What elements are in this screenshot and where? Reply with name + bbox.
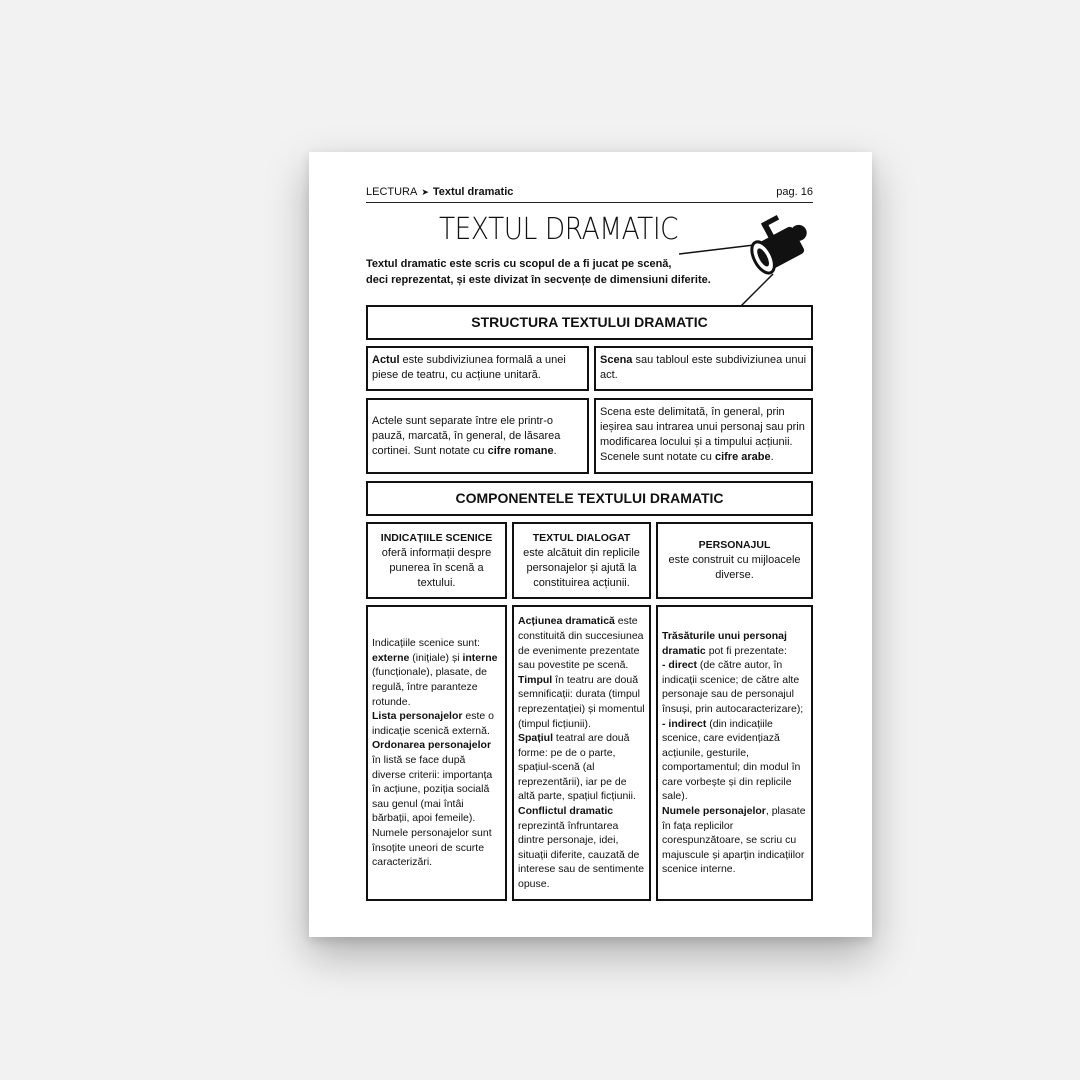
intro-line-1: Textul dramatic este scris cu scopul de a fi jucat pe scenă, bbox=[366, 258, 672, 270]
bold-term: externe bbox=[372, 651, 410, 664]
bold-term: - direct bbox=[662, 659, 698, 672]
page-header bbox=[366, 184, 813, 203]
bold-term: Acțiunea dramatică bbox=[518, 615, 615, 628]
scene-note bbox=[594, 398, 813, 474]
stage-directions-header bbox=[366, 522, 507, 599]
dialogue-header bbox=[512, 522, 651, 599]
breadcrumb bbox=[366, 184, 513, 200]
act-note bbox=[366, 398, 589, 474]
arrow-right-icon: ➤ bbox=[421, 187, 429, 197]
text-span: (de către autor, în indicații scenice; de către alte personaje sau de personajul însuși, prin autocaracterizare); bbox=[662, 659, 804, 715]
act-note-end: . bbox=[553, 444, 557, 457]
text-span: Indicațiile scenice sunt: bbox=[372, 637, 480, 650]
text-span: este o indicație scenică externă. bbox=[372, 710, 494, 737]
bold-term: Trăsăturile unui personaj dramatic bbox=[662, 629, 787, 657]
page-title: TEXTUL DRAMATIC bbox=[439, 212, 679, 247]
scene-term: Scena bbox=[600, 354, 633, 366]
character-header bbox=[656, 522, 813, 599]
page-number: pag. 16 bbox=[776, 186, 813, 198]
document-page bbox=[309, 152, 872, 937]
text-span: (funcționale), plasate, de regulă, între paranteze rotunde. bbox=[372, 666, 487, 708]
act-note-text: Actele sunt separate între ele printr-o pauză, marcată, în general, de lăsarea cortinei. Sunt notate cu bbox=[372, 414, 561, 457]
scene-definition bbox=[594, 346, 813, 391]
spotlight-icon bbox=[679, 214, 819, 309]
act-note-bold: cifre romane bbox=[487, 444, 554, 457]
scene-text: sau tabloul este subdiviziunea unui act. bbox=[600, 354, 807, 381]
bold-term: Lista personajelor bbox=[372, 710, 463, 723]
stage-directions-body bbox=[366, 605, 507, 901]
scene-note-text: Scena este delimitată, în general, prin ieșirea sau intrarea unui personaj sau prin modificarea locului și a timpului acțiunii. Scenele sunt notate cu bbox=[600, 406, 805, 463]
text-span: în teatru are două semnificații: durata (timpul reprezentației) și momentul (timpul ficțiunii). bbox=[518, 673, 645, 730]
text-span: este constituită din succesiunea de evenimente prezentate sau povestite pe scenă. bbox=[518, 615, 644, 672]
character-body bbox=[656, 605, 813, 901]
act-term: Actul bbox=[372, 354, 400, 366]
bold-term: Timpul bbox=[518, 673, 553, 686]
text-span: pot fi prezentate: bbox=[705, 644, 787, 657]
scene-note-end: . bbox=[770, 451, 774, 463]
intro-line-2: deci reprezentat, și este divizat în secvențe de dimensiuni diferite. bbox=[366, 274, 711, 286]
dialogue-title: TEXTUL DIALOGAT bbox=[532, 531, 631, 544]
stage-directions-title: INDICAȚIILE SCENICE bbox=[380, 531, 493, 544]
text-span: în listă se face după diverse criterii: importanța în acțiune, poziția socială sau genul (mai întâi bărbații, apoi femeile). Numele personajelor sunt însoțite uneori de scurte caracterizări. bbox=[372, 754, 493, 869]
text-span: teatral are două forme: pe de o parte, spațiul-scenă (al reprezentării), iar pe de altă parte, spațiul ficțiunii. bbox=[518, 732, 636, 803]
text-span: , plasate în fața replicilor corespunzătoare, se scriu cu majuscule și aparțin indicațiilor scenice interne. bbox=[662, 805, 806, 876]
text-span: (inițiale) și bbox=[409, 651, 463, 664]
character-desc: este construit cu mijloacele diverse. bbox=[668, 554, 801, 581]
act-definition bbox=[366, 346, 589, 391]
bold-term: interne bbox=[462, 651, 498, 664]
stage-directions-desc: oferă informații despre punerea în scenă a textului. bbox=[381, 546, 492, 589]
section-title-components: COMPONENTELE TEXTULUI DRAMATIC bbox=[366, 481, 813, 516]
scene-note-bold: cifre arabe bbox=[714, 451, 771, 463]
dialogue-body bbox=[512, 605, 651, 901]
text-span: reprezintă înfruntarea dintre personaje, idei, situații diferite, cauzată de interese sau de sentimente opuse. bbox=[518, 819, 645, 891]
bold-term: - indirect bbox=[662, 717, 707, 730]
breadcrumb-section: LECTURA bbox=[366, 186, 418, 198]
bold-term: Ordonarea personajelor bbox=[372, 739, 492, 752]
bold-term: Spațiul bbox=[518, 732, 554, 745]
breadcrumb-current: Textul dramatic bbox=[432, 186, 514, 198]
section-title-structure: STRUCTURA TEXTULUI DRAMATIC bbox=[366, 305, 813, 340]
character-title: PERSONAJUL bbox=[698, 539, 771, 551]
dialogue-desc: este alcătuit din replicile personajelor și ajută la constituirea acțiunii. bbox=[523, 546, 640, 589]
text-span: (din indicațiile scenice, care evidențiază acțiunile, gesturile, comportamentul; din modul în care vorbește și din replicile sale). bbox=[662, 717, 801, 803]
act-text: este subdiviziunea formală a unei piese de teatru, cu acțiune unitară. bbox=[372, 354, 566, 381]
bold-term: Conflictul dramatic bbox=[518, 805, 614, 818]
bold-term: Numele personajelor bbox=[662, 805, 766, 818]
